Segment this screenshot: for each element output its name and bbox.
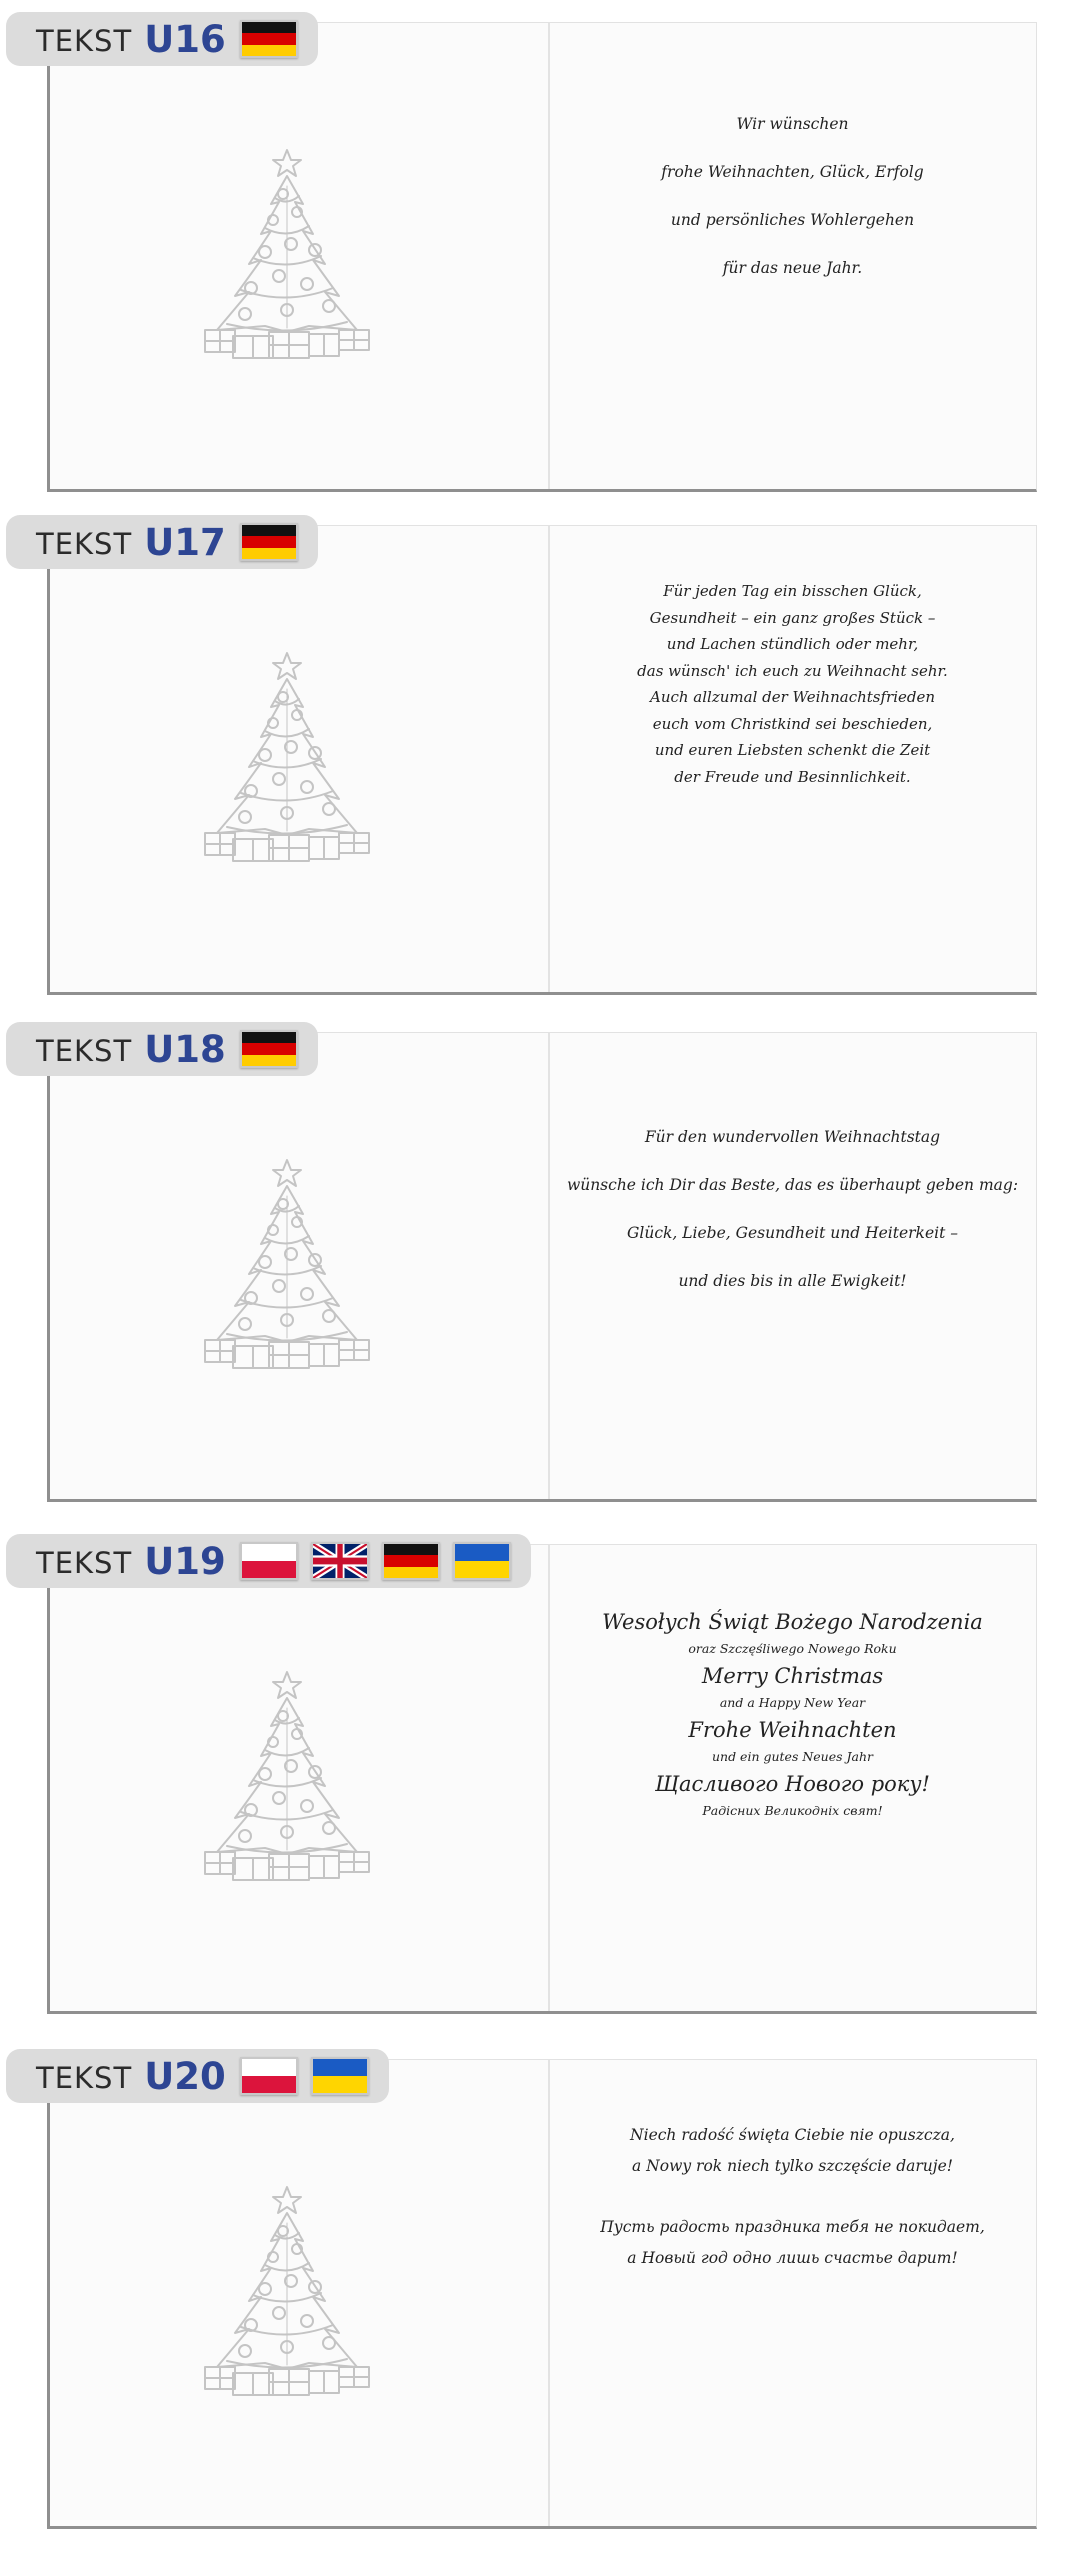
greeting-main: Frohe Weihnachten <box>688 1718 897 1742</box>
text-line: das wünsch' ich euch zu Weihnacht sehr. <box>637 661 948 680</box>
text-line: a Nowy rok niech tylko szczęście daruje! <box>632 2157 953 2175</box>
text-line: Пусть радость праздника тебя не покидает, <box>600 2218 985 2236</box>
greeting-sub: oraz Szczęśliwego Nowego Roku <box>688 1641 897 1656</box>
christmas-tree-icon <box>195 2183 380 2398</box>
text-line: und euren Liebsten schenkt die Zeit <box>654 741 931 759</box>
greeting-text <box>510 100 1075 292</box>
label-word: TEKST <box>36 24 133 58</box>
label-code: U17 <box>144 520 226 564</box>
greeting-main: Щасливого Нового року! <box>655 1772 930 1796</box>
greeting-sub: Радісних Великодніх свят! <box>702 1803 883 1818</box>
christmas-tree-icon <box>195 1156 380 1371</box>
label-badge <box>6 1022 318 1076</box>
label-word: TEKST <box>36 2061 133 2095</box>
label-code: U19 <box>144 1539 226 1583</box>
flag-pl-icon <box>240 1542 298 1580</box>
text-line: а Новый год одно лишь счастье дарит! <box>627 2249 958 2267</box>
text-line: wünsche ich Dir das Beste, das es überhaupt geben mag: <box>566 1176 1019 1194</box>
text-line: und persönliches Wohlergehen <box>670 211 915 229</box>
label-code: U20 <box>144 2054 226 2098</box>
flag-gb-icon <box>311 1542 369 1580</box>
flag-ua-icon <box>453 1542 511 1580</box>
section-u20 <box>0 2037 1078 2537</box>
label-code: U18 <box>144 1027 226 1071</box>
greeting-text <box>510 578 1075 790</box>
section-u16 <box>0 0 1078 500</box>
greeting-main: Wesołych Świąt Bożego Narodzenia <box>602 1610 983 1634</box>
text-line: Niech radość święta Ciebie nie opuszcza, <box>630 2126 955 2144</box>
label-code: U16 <box>144 17 226 61</box>
greeting-sub: and a Happy New Year <box>719 1695 866 1710</box>
label-word: TEKST <box>36 1034 133 1068</box>
text-line: Wir wünschen <box>736 115 849 133</box>
flag-list <box>240 2057 369 2095</box>
flag-de-icon <box>240 1030 298 1068</box>
greeting-text <box>510 1113 1075 1305</box>
label-word: TEKST <box>36 1546 133 1580</box>
text-line: Für jeden Tag ein bisschen Glück, <box>663 582 922 600</box>
label-badge <box>6 2049 389 2103</box>
label-word: TEKST <box>36 527 133 561</box>
flag-list <box>240 1030 298 1068</box>
greeting-text <box>510 2120 1075 2274</box>
text-line: für das neue Jahr. <box>722 259 863 277</box>
text-line: Gesundheit – ein ganz großes Stück – <box>649 608 936 627</box>
text-line: Für den wundervollen Weihnachtstag <box>644 1128 941 1146</box>
flag-de-icon <box>240 20 298 58</box>
text-line: der Freude und Besinnlichkeit. <box>674 767 911 786</box>
flag-list <box>240 1542 511 1580</box>
spacer <box>510 2182 1075 2212</box>
text-line: und dies bis in alle Ewigkeit! <box>678 1272 907 1290</box>
christmas-tree-icon <box>195 146 380 361</box>
christmas-tree-icon <box>195 1668 380 1883</box>
greeting-main: Merry Christmas <box>701 1664 884 1688</box>
christmas-tree-icon <box>195 649 380 864</box>
greeting-sub: und ein gutes Neues Jahr <box>711 1749 874 1764</box>
text-line: Glück, Liebe, Gesundheit und Heiterkeit – <box>627 1224 958 1242</box>
flag-list <box>240 523 298 561</box>
text-line: euch vom Christkind sei beschieden, <box>652 714 933 733</box>
flag-pl-icon <box>240 2057 298 2095</box>
label-badge <box>6 12 318 66</box>
greeting-text <box>510 1605 1075 1821</box>
flag-list <box>240 20 298 58</box>
label-badge <box>6 1534 531 1588</box>
flag-de-icon <box>240 523 298 561</box>
text-line: und Lachen stündlich oder mehr, <box>666 635 919 653</box>
text-line: frohe Weihnachten, Glück, Erfolg <box>661 163 924 181</box>
flag-de-icon <box>382 1542 440 1580</box>
flag-ua-icon <box>311 2057 369 2095</box>
text-line: Auch allzumal der Weihnachtsfrieden <box>649 688 936 706</box>
label-badge <box>6 515 318 569</box>
